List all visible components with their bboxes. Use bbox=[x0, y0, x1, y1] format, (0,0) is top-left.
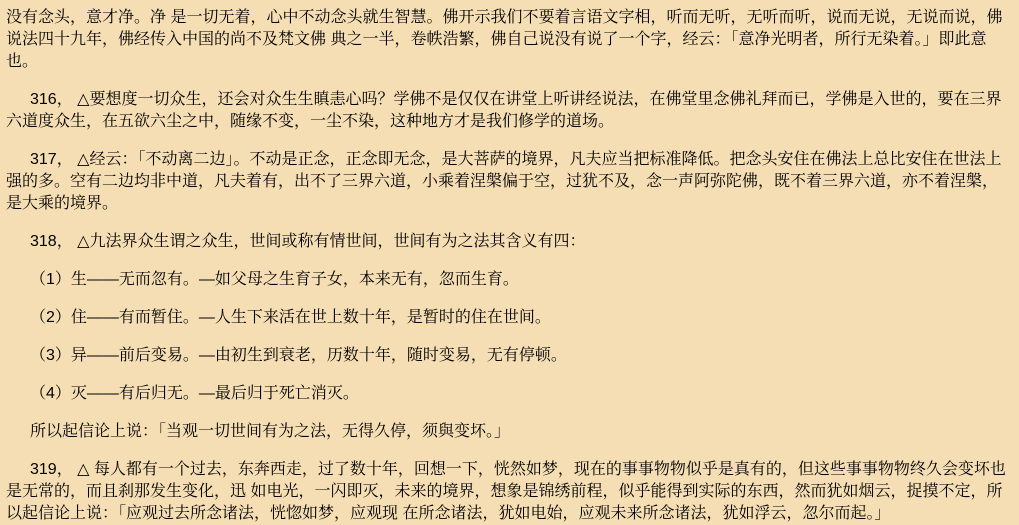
paragraph-316: 316， △要想度一切众生，还会对众生生瞋恚心吗？学佛不是仅仅在讲堂上听讲经说法，在佛堂里念佛礼拜而已，学佛是入世的，要在三界六道度众生，在五欲六尘之中，随缘不变，一尘不染，这种地方才是我们修学的道场。 bbox=[6, 91, 1002, 130]
paragraph-318-item-4: （4）灭——有后归无。—最后归于死亡消灭。 bbox=[30, 385, 359, 402]
paragraph-318-conclusion: 所以起信论上说：「当观一切世间有为之法，无得久停，须與变坏。」 bbox=[30, 423, 511, 440]
paragraph-318-item-1: （1）生——无而忽有。—如父母之生育子女，本来无有，忽而生育。 bbox=[30, 271, 519, 288]
paragraph-318-item-3: （3）异——前后变易。—由初生到衰老，历数十年，随时变易，无有停顿。 bbox=[30, 347, 567, 364]
paragraph-318: 318， △九法界众生谓之众生，世间或称有情世间，世间有为之法其含义有四： bbox=[30, 233, 586, 250]
paragraph-318-item-2: （2）住——有而暂住。—人生下来活在世上数十年，是暂时的住在世间。 bbox=[30, 309, 551, 326]
paragraph-intro-continuation: 没有念头，意才净。净 是一切无着，心中不动念头就生智慧。佛开示我们不要着言语文字相，听而无听，无听而听，说而无说，无说而说，佛说法四十九年，佛经传入中国的尚不及梵文佛 典之一半，卷帙浩繁，佛自己说没有说了一个字，经云：「意净光明者，所行无染着。」即此意也。 bbox=[6, 9, 1003, 70]
paragraph-319: 319， △ 每人都有一个过去，东奔西走，过了数十年，回想一下，恍然如梦，现在的事事物物似乎是真有的，但这些事事物物终久会变坏也是无常的，而且刹那发生变化，迅 如电光，一闪即灭，未来的境界，想象是锦绣前程，似乎能得到实际的东西，然而犹如烟云，捉摸不定，所以起信论上说：「应观过去所念诸法，恍惚如梦，应观现 在所念诸法，犹如电始，应观未来所念诸法，犹如浮云，忽尔而起。」 bbox=[6, 461, 1006, 522]
paragraph-317: 317， △经云：「不动离二边」。不动是正念，正念即无念，是大菩萨的境界，凡夫应当把标准降低。把念头安住在佛法上总比安住在世法上强的多。空有二边均非中道，凡夫着有，出不了三界六道，小乘着涅槃偏于空，过犹不及，念一声阿弥陀佛，既不着三界六道，亦不着涅槃，是大乘的境界。 bbox=[6, 151, 1002, 212]
